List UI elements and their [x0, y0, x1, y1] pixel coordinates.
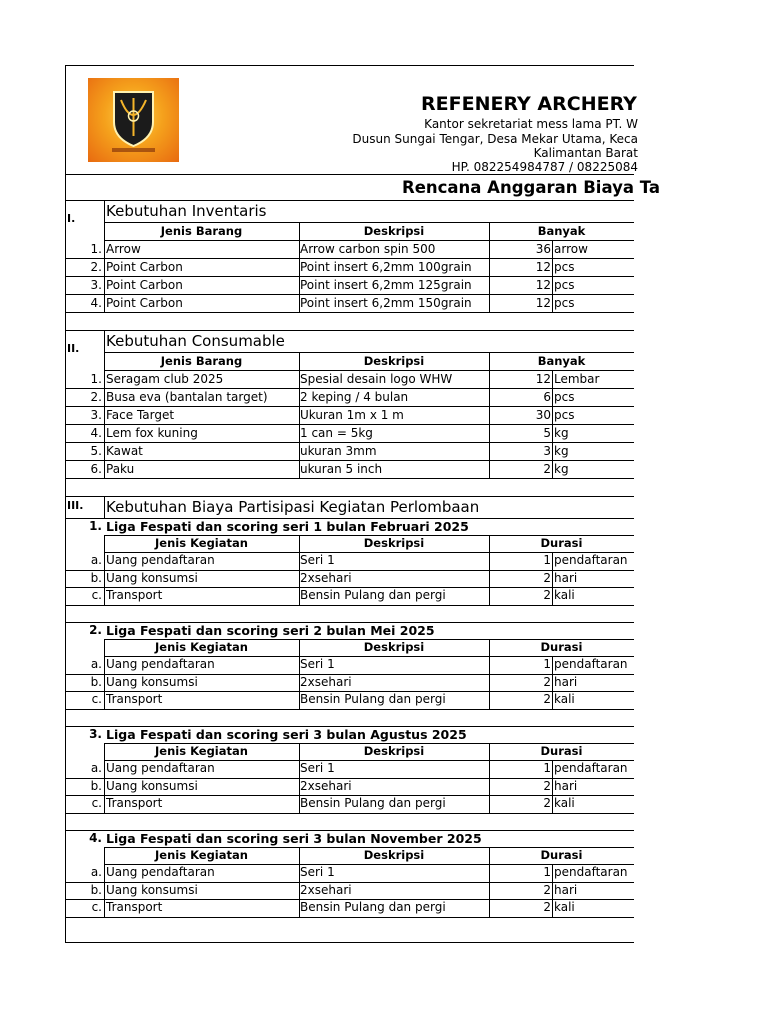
- grid-line: [489, 760, 490, 778]
- event-4-row-number: b.: [90, 882, 102, 897]
- grid-line: [299, 743, 300, 760]
- section-1-number: I.: [67, 212, 76, 225]
- grid-line: [104, 424, 105, 442]
- s1-row-unit: pcs: [554, 296, 575, 310]
- grid-line: [489, 258, 490, 276]
- grid-line: [104, 795, 105, 813]
- grid-line: [66, 709, 634, 710]
- grid-line: [552, 258, 553, 276]
- s1-row-item: Point Carbon: [106, 260, 183, 274]
- grid-line: [104, 656, 105, 674]
- event-4-row-unit: hari: [554, 882, 578, 897]
- event-1-row-number: a.: [90, 553, 102, 567]
- grid-line: [104, 222, 105, 240]
- event-3-row-item: Uang konsumsi: [106, 778, 198, 793]
- s1-row-desc: Point insert 6,2mm 150grain: [300, 296, 472, 310]
- grid-line: [489, 352, 490, 370]
- grid-line: [552, 691, 553, 709]
- grid-line: [552, 442, 553, 460]
- grid-line: [104, 294, 105, 312]
- grid-line: [299, 847, 300, 864]
- address-line-1: Kantor sekretariat mess lama PT. W: [424, 117, 638, 131]
- grid-line: [489, 795, 490, 813]
- grid-line: [104, 570, 105, 588]
- grid-line: [299, 691, 300, 709]
- grid-line: [552, 276, 553, 294]
- grid-line: [66, 478, 634, 479]
- event-4-row-item: Uang pendaftaran: [106, 865, 215, 879]
- s1-col-header-desc: Deskripsi: [363, 224, 425, 238]
- event-4-row-desc: Bensin Pulang dan pergi: [300, 900, 446, 914]
- document-title: Rencana Anggaran Biaya Ta: [402, 178, 660, 197]
- s2-row-desc: ukuran 5 inch: [300, 462, 383, 476]
- grid-line: [299, 656, 300, 674]
- grid-line: [489, 899, 490, 917]
- event-3-title: Liga Fespati dan scoring seri 3 bulan Agustus 2025: [106, 727, 467, 742]
- event-2-row-desc: 2xsehari: [300, 674, 352, 689]
- s2-col-header-desc: Deskripsi: [363, 354, 425, 368]
- grid-line: [104, 330, 105, 352]
- grid-line: [489, 406, 490, 424]
- event-1-row-number: c.: [91, 588, 102, 602]
- s2-row-item: Lem fox kuning: [106, 426, 198, 440]
- grid-line: [66, 605, 634, 606]
- grid-line: [299, 674, 300, 692]
- event-3-row-item: Uang pendaftaran: [106, 761, 215, 775]
- event-3-row-number: c.: [91, 796, 102, 810]
- grid-line: [299, 552, 300, 570]
- grid-line: [104, 535, 105, 552]
- event-2-row-desc: Bensin Pulang dan pergi: [300, 692, 446, 706]
- grid-line: [299, 424, 300, 442]
- grid-line: [299, 370, 300, 388]
- grid-line: [104, 587, 105, 605]
- s2-row-qty: 5: [543, 426, 551, 440]
- s2-row-qty: 3: [543, 444, 551, 458]
- event-1-title: Liga Fespati dan scoring seri 1 bulan Februari 2025: [106, 519, 469, 534]
- grid-line: [299, 258, 300, 276]
- event-4-row-qty: 1: [543, 865, 551, 879]
- event-4-row-item: Uang konsumsi: [106, 882, 198, 897]
- event-1-row-unit: pendaftaran: [554, 553, 628, 567]
- s1-row-desc: Point insert 6,2mm 100grain: [300, 260, 472, 274]
- event-3-col-header-desc: Deskripsi: [363, 744, 425, 758]
- grid-line: [104, 442, 105, 460]
- grid-line: [552, 240, 553, 258]
- grid-line: [489, 240, 490, 258]
- event-4-row-number: a.: [90, 865, 102, 879]
- s2-row-desc: Spesial desain logo WHW: [300, 372, 453, 386]
- grid-line: [489, 552, 490, 570]
- grid-line: [299, 240, 300, 258]
- grid-line: [552, 656, 553, 674]
- section-3-title: Kebutuhan Biaya Partisipasi Kegiatan Perlombaan: [106, 498, 480, 516]
- s1-col-header-qty: Banyak: [537, 224, 586, 238]
- grid-line: [104, 847, 105, 864]
- grid-line: [66, 312, 634, 313]
- s1-row-number: 3.: [90, 278, 102, 292]
- event-1-row-qty: 2: [543, 570, 551, 585]
- grid-line: [552, 570, 553, 588]
- grid-line: [299, 276, 300, 294]
- event-3-row-desc: 2xsehari: [300, 778, 352, 793]
- s2-row-unit: pcs: [554, 390, 575, 404]
- s2-row-number: 6.: [90, 462, 102, 476]
- event-1-row-qty: 1: [543, 553, 551, 567]
- event-2-col-header-item: Jenis Kegiatan: [155, 640, 248, 654]
- event-1-row-item: Transport: [106, 588, 163, 602]
- event-3-row-desc: Bensin Pulang dan pergi: [300, 796, 446, 810]
- grid-line: [489, 882, 490, 900]
- event-1-row-desc: 2xsehari: [300, 570, 352, 585]
- s2-row-number: 2.: [90, 390, 102, 404]
- section-2-title: Kebutuhan Consumable: [106, 332, 285, 350]
- event-1-row-item: Uang konsumsi: [106, 570, 198, 585]
- grid-line: [299, 442, 300, 460]
- grid-line: [552, 424, 553, 442]
- event-2-row-number: a.: [90, 657, 102, 671]
- grid-line: [489, 388, 490, 406]
- spreadsheet-sheet: [65, 65, 660, 943]
- event-2-row-unit: hari: [554, 674, 578, 689]
- grid-line: [104, 258, 105, 276]
- event-4-row-unit: kali: [554, 900, 575, 914]
- event-2-col-header-qty: Durasi: [540, 640, 583, 654]
- grid-line: [299, 570, 300, 588]
- grid-line: [489, 674, 490, 692]
- divider: [66, 174, 634, 175]
- grid-line: [489, 424, 490, 442]
- event-1-col-header-item: Jenis Kegiatan: [155, 536, 248, 550]
- grid-line: [299, 222, 300, 240]
- s2-row-unit: Lembar: [554, 372, 600, 386]
- event-4-row-unit: pendaftaran: [554, 865, 628, 879]
- grid-line: [104, 691, 105, 709]
- club-logo: [88, 78, 179, 162]
- s1-row-unit: arrow: [554, 242, 588, 256]
- event-2-row-number: b.: [90, 674, 102, 689]
- event-2-row-unit: kali: [554, 692, 575, 706]
- event-3-row-number: a.: [90, 761, 102, 775]
- s2-row-number: 3.: [90, 408, 102, 422]
- phone-number: HP. 082254984787 / 08225084: [451, 160, 638, 174]
- s1-row-qty: 12: [535, 260, 551, 274]
- archery-shield-icon: [88, 78, 179, 162]
- event-1-col-header-desc: Deskripsi: [363, 536, 425, 550]
- s1-row-desc: Point insert 6,2mm 125grain: [300, 278, 472, 292]
- s2-row-desc: 2 keping / 4 bulan: [300, 390, 409, 404]
- s1-row-number: 4.: [90, 296, 102, 310]
- grid-line: [489, 743, 490, 760]
- org-name: REFENERY ARCHERY: [421, 93, 637, 115]
- s2-row-qty: 6: [543, 390, 551, 404]
- section-3-number: III.: [67, 499, 84, 512]
- s2-row-unit: kg: [554, 444, 569, 458]
- s1-row-qty: 12: [535, 278, 551, 292]
- event-1-number: 1.: [89, 519, 102, 533]
- event-3-col-header-item: Jenis Kegiatan: [155, 744, 248, 758]
- grid-line: [299, 864, 300, 882]
- grid-line: [299, 406, 300, 424]
- s2-row-item: Kawat: [106, 444, 143, 458]
- event-1-row-number: b.: [90, 570, 102, 585]
- event-2-row-unit: pendaftaran: [554, 657, 628, 671]
- grid-line: [104, 496, 105, 518]
- grid-line: [489, 370, 490, 388]
- grid-line: [489, 847, 490, 864]
- grid-line: [489, 570, 490, 588]
- grid-line: [66, 813, 634, 814]
- event-1-row-item: Uang pendaftaran: [106, 553, 215, 567]
- grid-line: [489, 691, 490, 709]
- event-1-row-qty: 2: [543, 588, 551, 602]
- s2-row-number: 5.: [90, 444, 102, 458]
- s1-row-desc: Arrow carbon spin 500: [300, 242, 436, 256]
- event-3-row-unit: kali: [554, 796, 575, 810]
- s1-row-unit: pcs: [554, 260, 575, 274]
- grid-line: [299, 778, 300, 796]
- event-1-row-desc: Bensin Pulang dan pergi: [300, 588, 446, 602]
- event-3-row-item: Transport: [106, 796, 163, 810]
- grid-line: [489, 535, 490, 552]
- s1-row-qty: 12: [535, 296, 551, 310]
- grid-line: [489, 656, 490, 674]
- grid-line: [104, 760, 105, 778]
- s2-row-desc: 1 can = 5kg: [300, 426, 373, 440]
- grid-line: [299, 535, 300, 552]
- event-2-title: Liga Fespati dan scoring seri 2 bulan Mei 2025: [106, 623, 435, 638]
- event-3-row-unit: pendaftaran: [554, 761, 628, 775]
- grid-line: [104, 406, 105, 424]
- grid-line: [104, 240, 105, 258]
- s1-col-header-item: Jenis Barang: [160, 224, 243, 238]
- grid-line: [552, 795, 553, 813]
- s2-row-qty: 12: [535, 372, 551, 386]
- s1-row-number: 1.: [90, 242, 102, 256]
- s2-col-header-item: Jenis Barang: [160, 354, 243, 368]
- grid-line: [489, 639, 490, 656]
- s2-row-desc: ukuran 3mm: [300, 444, 377, 458]
- s2-row-unit: pcs: [554, 408, 575, 422]
- grid-line: [66, 917, 634, 918]
- s1-row-qty: 36: [535, 242, 551, 256]
- event-3-row-unit: hari: [554, 778, 578, 793]
- grid-line: [489, 778, 490, 796]
- grid-line: [489, 460, 490, 478]
- s2-row-qty: 2: [543, 462, 551, 476]
- grid-line: [552, 370, 553, 388]
- grid-line: [552, 460, 553, 478]
- grid-line: [552, 864, 553, 882]
- grid-line: [552, 552, 553, 570]
- address-line-3: Kalimantan Barat: [533, 146, 638, 160]
- grid-line: [104, 352, 105, 370]
- grid-line: [299, 882, 300, 900]
- grid-line: [299, 899, 300, 917]
- event-2-row-item: Uang pendaftaran: [106, 657, 215, 671]
- grid-line: [552, 587, 553, 605]
- grid-line: [104, 200, 105, 222]
- grid-line: [299, 760, 300, 778]
- grid-line: [299, 639, 300, 656]
- grid-line: [552, 674, 553, 692]
- grid-line: [104, 864, 105, 882]
- event-2-row-item: Transport: [106, 692, 163, 706]
- event-4-row-qty: 2: [543, 882, 551, 897]
- event-3-col-header-qty: Durasi: [540, 744, 583, 758]
- address-line-2: Dusun Sungai Tengar, Desa Mekar Utama, Keca: [352, 132, 638, 146]
- s2-row-item: Paku: [106, 462, 135, 476]
- event-4-row-number: c.: [91, 900, 102, 914]
- section-2-number: II.: [67, 342, 80, 355]
- event-2-row-qty: 2: [543, 692, 551, 706]
- s1-row-item: Point Carbon: [106, 278, 183, 292]
- s1-row-item: Arrow: [106, 242, 141, 256]
- grid-line: [104, 388, 105, 406]
- s1-row-number: 2.: [90, 260, 102, 274]
- grid-line: [489, 294, 490, 312]
- event-2-row-item: Uang konsumsi: [106, 674, 198, 689]
- event-1-row-desc: Seri 1: [300, 553, 335, 567]
- grid-line: [104, 778, 105, 796]
- event-2-row-qty: 2: [543, 674, 551, 689]
- s2-row-unit: kg: [554, 462, 569, 476]
- grid-line: [552, 760, 553, 778]
- event-1-row-unit: hari: [554, 570, 578, 585]
- grid-line: [104, 882, 105, 900]
- grid-line: [489, 276, 490, 294]
- s2-row-number: 4.: [90, 426, 102, 440]
- event-4-row-desc: Seri 1: [300, 865, 335, 879]
- section-1-title: Kebutuhan Inventaris: [106, 202, 267, 220]
- s1-row-unit: pcs: [554, 278, 575, 292]
- grid-line: [299, 388, 300, 406]
- grid-line: [104, 899, 105, 917]
- grid-line: [552, 778, 553, 796]
- event-3-row-qty: 2: [543, 796, 551, 810]
- s2-row-qty: 30: [535, 408, 551, 422]
- event-4-row-desc: 2xsehari: [300, 882, 352, 897]
- event-2-col-header-desc: Deskripsi: [363, 640, 425, 654]
- grid-line: [299, 352, 300, 370]
- grid-line: [299, 460, 300, 478]
- event-1-row-unit: kali: [554, 588, 575, 602]
- grid-line: [104, 552, 105, 570]
- grid-line: [104, 276, 105, 294]
- s2-row-item: Busa eva (bantalan target): [106, 390, 268, 404]
- s2-col-header-qty: Banyak: [537, 354, 586, 368]
- event-2-row-desc: Seri 1: [300, 657, 335, 671]
- event-4-row-item: Transport: [106, 900, 163, 914]
- s2-row-number: 1.: [90, 372, 102, 386]
- event-4-number: 4.: [89, 831, 102, 845]
- grid-line: [299, 795, 300, 813]
- event-3-row-desc: Seri 1: [300, 761, 335, 775]
- grid-line: [104, 743, 105, 760]
- grid-line: [552, 388, 553, 406]
- s2-row-unit: kg: [554, 426, 569, 440]
- event-3-row-qty: 1: [543, 761, 551, 775]
- event-4-title: Liga Fespati dan scoring seri 3 bulan November 2025: [106, 831, 482, 846]
- grid-line: [489, 222, 490, 240]
- grid-line: [104, 370, 105, 388]
- event-4-col-header-desc: Deskripsi: [363, 848, 425, 862]
- event-2-row-qty: 1: [543, 657, 551, 671]
- grid-line: [489, 587, 490, 605]
- grid-line: [489, 442, 490, 460]
- event-3-row-qty: 2: [543, 778, 551, 793]
- grid-line: [552, 899, 553, 917]
- grid-line: [489, 864, 490, 882]
- event-4-col-header-qty: Durasi: [540, 848, 583, 862]
- event-3-number: 3.: [89, 727, 102, 741]
- grid-line: [104, 674, 105, 692]
- s1-row-item: Point Carbon: [106, 296, 183, 310]
- event-4-col-header-item: Jenis Kegiatan: [155, 848, 248, 862]
- s2-row-item: Face Target: [106, 408, 175, 422]
- grid-line: [552, 294, 553, 312]
- grid-line: [552, 882, 553, 900]
- s2-row-item: Seragam club 2025: [106, 372, 224, 386]
- grid-line: [552, 406, 553, 424]
- event-2-row-number: c.: [91, 692, 102, 706]
- grid-line: [104, 639, 105, 656]
- grid-line: [299, 294, 300, 312]
- grid-line: [299, 587, 300, 605]
- event-1-col-header-qty: Durasi: [540, 536, 583, 550]
- event-4-row-qty: 2: [543, 900, 551, 914]
- event-3-row-number: b.: [90, 778, 102, 793]
- event-2-number: 2.: [89, 623, 102, 637]
- grid-line: [104, 460, 105, 478]
- s2-row-desc: Ukuran 1m x 1 m: [300, 408, 404, 422]
